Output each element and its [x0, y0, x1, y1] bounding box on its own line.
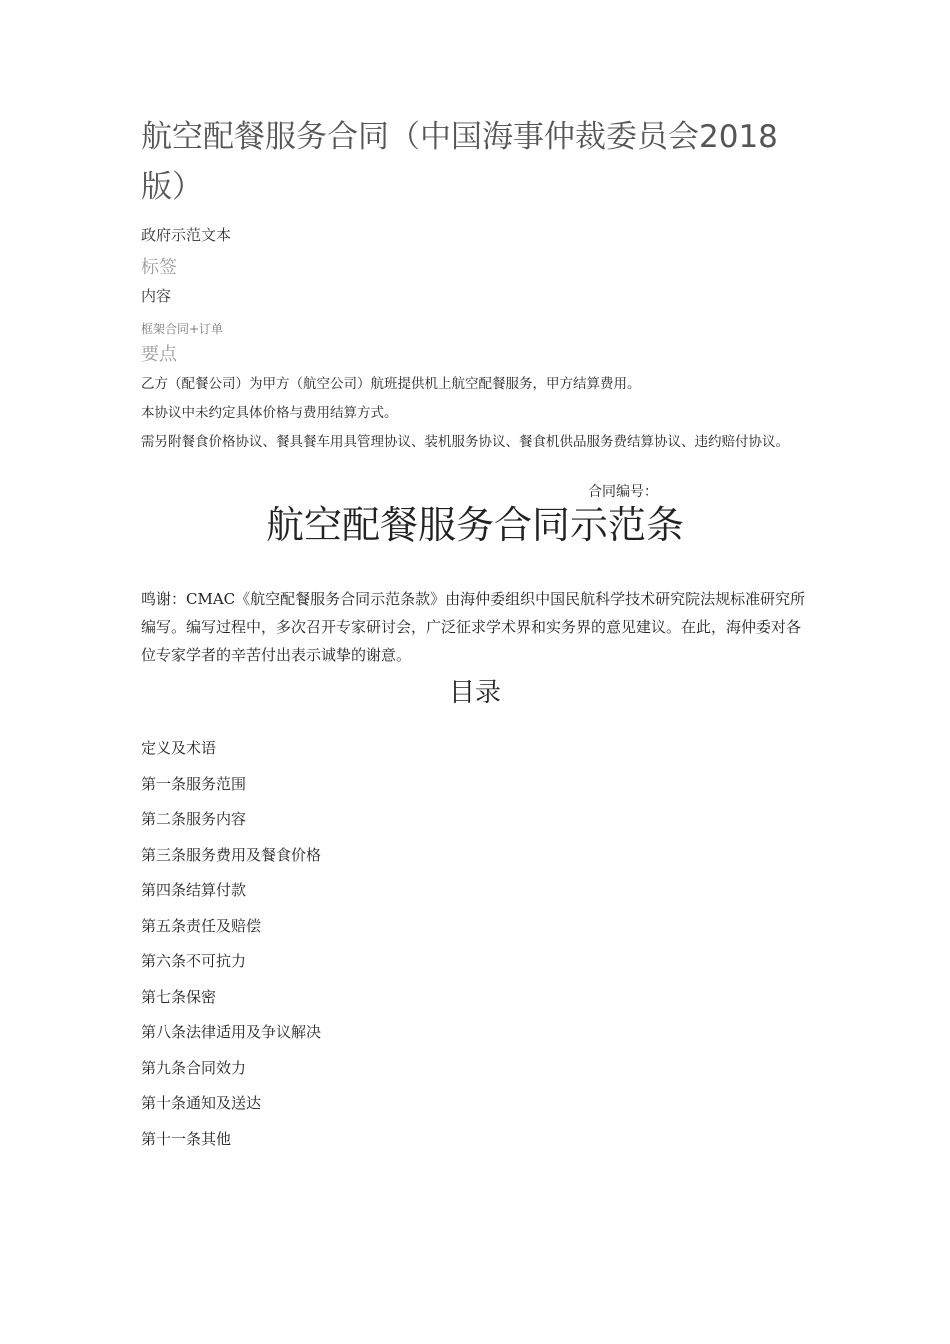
toc-item-article-10[interactable]: 第十条通知及送达: [141, 1094, 262, 1112]
contract-main-title: 航空配餐服务合同示范条: [265, 503, 684, 547]
document-category: 政府示范文本: [141, 226, 232, 244]
toc-item-article-2[interactable]: 第二条服务内容: [141, 810, 247, 828]
key-point: 乙方（配餐公司）为甲方（航空公司）航班提供机上航空配餐服务，甲方结算费用。: [141, 376, 641, 392]
tags-label: 标签: [141, 257, 177, 278]
table-of-contents: [141, 731, 321, 1157]
key-points-label: 要点: [141, 344, 177, 365]
toc-item-article-7[interactable]: 第七条保密: [141, 987, 217, 1006]
tag-value: 框架合同+订单: [141, 322, 224, 336]
toc-item-article-5[interactable]: 第五条责任及赔偿: [141, 916, 262, 935]
toc-item-article-1[interactable]: 第一条服务范围: [141, 774, 247, 793]
key-point: 需另附餐食价格协议、餐具餐车用具管理协议、装机服务协议、餐食机供品服务费结算协议、违约赔付协议。: [141, 434, 789, 450]
document-title: 航空配餐服务合同（中国海事仲裁委员会2018版）: [141, 119, 778, 205]
toc-title: 目录: [448, 678, 501, 708]
toc-item-article-3[interactable]: 第三条服务费用及餐食价格: [141, 845, 322, 864]
toc-item-article-6[interactable]: 第六条不可抗力: [141, 952, 247, 970]
content-label: 内容: [141, 287, 172, 305]
key-point: 本协议中未约定具体价格与费用结算方式。: [141, 405, 398, 421]
key-points-list: [141, 370, 811, 457]
contract-number-label: 合同编号：: [588, 484, 658, 500]
toc-item-article-4[interactable]: 第四条结算付款: [141, 881, 247, 899]
toc-item-definitions[interactable]: 定义及术语: [141, 739, 217, 757]
acknowledgement-paragraph: 鸣谢：CMAC《航空配餐服务合同示范条款》由海仲委组织中国民航科学技术研究院法规标准研究所编写。编写过程中，多次召开专家研讨会，广泛征求学术界和实务界的意见建议。在此，海仲委对各位专家学者的辛苦付出表示诚挚的谢意。: [141, 590, 806, 664]
toc-item-article-8[interactable]: 第八条法律适用及争议解决: [141, 1023, 322, 1041]
toc-item-article-11[interactable]: 第十一条其他: [141, 1129, 232, 1148]
toc-item-article-9[interactable]: 第九条合同效力: [141, 1058, 247, 1077]
